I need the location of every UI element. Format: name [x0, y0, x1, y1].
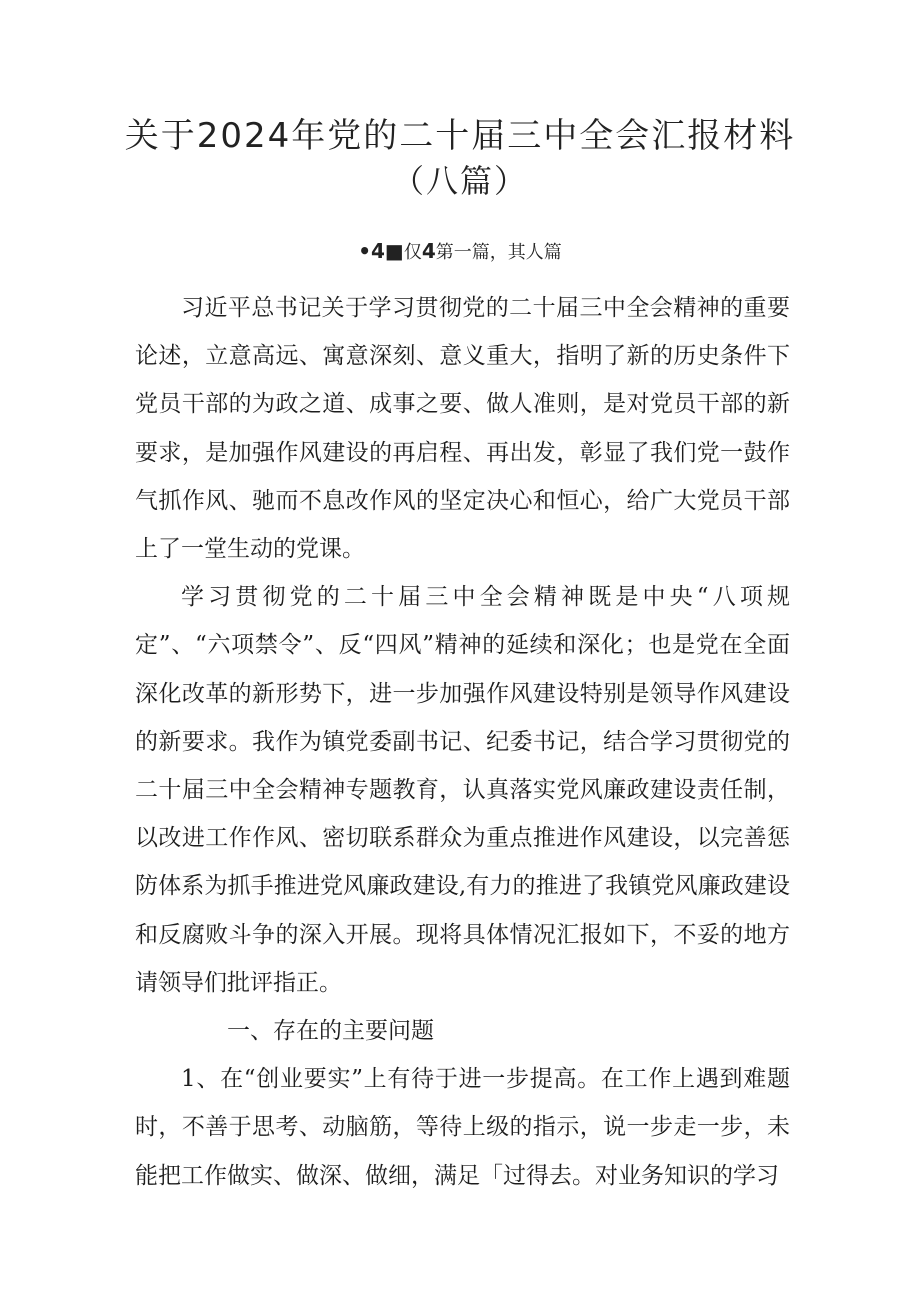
subtitle-marker-2: 4 [421, 239, 436, 263]
subtitle-rest: 第一篇，其人篇 [435, 242, 562, 263]
subtitle-text: 仅 [403, 242, 422, 263]
section-heading [135, 1007, 790, 1055]
subtitle-marker: •4■ [358, 239, 404, 263]
document-body [135, 284, 790, 1200]
paragraph-item-1: 1、在“创业要实”上有待于进一步提高。在工作上遇到难题时，不善于思考、动脑筋，等待上级的指示，说一步走一步，未能把工作做实、做深、做细，满足「过得去。对业务知识的学习 [135, 1066, 790, 1189]
document-subtitle [0, 238, 920, 264]
section-heading-text: 一、存在的主要问题 [227, 1018, 434, 1045]
document-title-suffix: （八篇） [391, 162, 528, 200]
paragraph-intro: 习近平总书记关于学习贯彻党的二十届三中全会精神的重要论述，立意高远、寓意深刻、意义重大，指明了新的历史条件下党员干部的为政之道、成事之要、做人准则，是对党员干部的新要求，是加强作风建设的再启程、再出发，彰显了我们党一鼓作气抓作风、驰而不息改作风的坚定决心和恒心，给广大党员干部上了一堂生动的党课。 [135, 295, 790, 563]
paragraph-context: 学习贯彻党的二十届三中全会精神既是中央“八项规定”、“六项禁令”、反“四风”精神的延续和深化；也是党在全面深化改革的新形势下，进一步加强作风建设特别是领导作风建设的新要求。我作为镇党委副书记、纪委书记，结合学习贯彻党的二十届三中全会精神专题教育，认真落实党风廉政建设责任制，以改进工作作风、密切联系群众为重点推进作风建设，以完善惩防体系为抓手推进党风廉政建设,有力的推进了我镇党风廉政建设和反腐败斗争的深入开展。现将具体情况汇报如下，不妥的地方请领导们批评指正。 [135, 584, 790, 996]
document-title: 关于2024年党的二十届三中全会汇报材料 [124, 116, 796, 156]
